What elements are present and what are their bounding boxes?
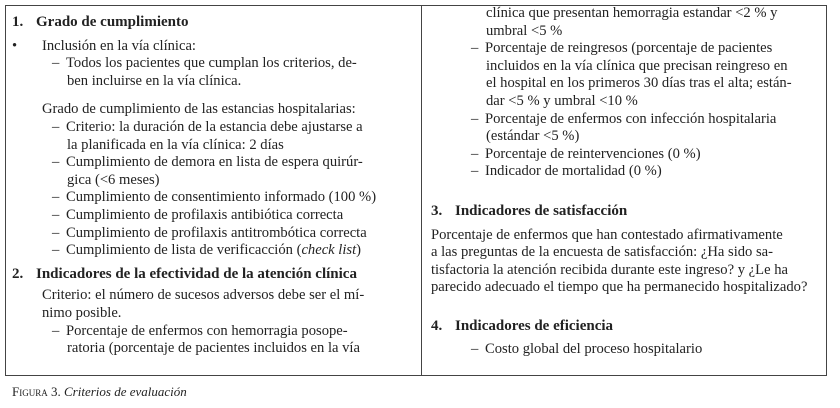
list-item-text-cont: ben incluirse en la vía clínica. — [67, 72, 242, 89]
list-item-text-cont: la planificada en la vía clínica: 2 días — [67, 136, 284, 153]
list-item-text: Todos los pacientes que cumplan los criterios, de- — [66, 55, 357, 72]
list-item-text: Cumplimiento de profilaxis antibiótica correcta — [66, 206, 344, 223]
list-item-text: Porcentaje de reingresos (porcentaje de pacientes — [485, 40, 773, 57]
inclusion-label — [12, 38, 408, 56]
dash-icon: – — [52, 322, 60, 339]
inclusion-text: Inclusión en la vía clínica: — [42, 37, 196, 54]
list-item — [431, 111, 816, 129]
list-item-text-cont: ratoria (porcentaje de pacientes incluidos en la vía — [67, 340, 360, 357]
dash-icon: – — [471, 145, 479, 162]
caption-label: Figura 3. — [12, 384, 61, 399]
list-item-text: Cumplimiento de lista de verificacción ( — [66, 242, 302, 259]
list-item-text: Porcentaje de enfermos con infección hospitalaria — [485, 110, 777, 127]
figure-caption — [12, 384, 187, 400]
list-item — [431, 40, 816, 58]
list-item-text-cont: (estándar <5 %) — [486, 128, 580, 145]
dash-icon: – — [471, 40, 479, 57]
caption-text: Criterios de evaluación — [63, 384, 187, 399]
dash-icon: – — [471, 163, 479, 180]
section-4-number: 4. — [431, 317, 443, 334]
satisfaction-paragraph — [431, 227, 816, 297]
section-2-title: Indicadores de la efectividad de la atención clínica — [36, 265, 357, 282]
section-3-number: 3. — [431, 202, 443, 219]
list-item — [12, 189, 408, 207]
list-item — [431, 146, 816, 164]
section-4-title: Indicadores de eficiencia — [455, 317, 614, 334]
bullet-icon: • — [12, 37, 18, 54]
list-item — [12, 119, 408, 137]
list-item — [12, 242, 408, 260]
list-item — [431, 341, 816, 359]
section-4-heading — [431, 318, 816, 336]
section-1-title: Grado de cumplimiento — [36, 14, 189, 30]
list-item-text-cont: dar <5 % y umbral <10 % — [486, 92, 638, 109]
dash-icon: – — [471, 340, 479, 357]
left-column — [12, 5, 408, 358]
dash-icon: – — [471, 110, 479, 127]
section-3-title: Indicadores de satisfacción — [455, 202, 628, 219]
paragraph-line: parecido adecuado el tiempo que ha permanecido hospitalizado? — [431, 279, 808, 296]
dash-icon: – — [52, 224, 60, 241]
dash-icon: – — [52, 118, 60, 135]
list-item-text-end: ) — [356, 242, 362, 259]
list-item — [12, 207, 408, 225]
paragraph-line: tisfactoria la atención recibida durante este ingreso? y ¿Le ha — [431, 261, 788, 278]
dash-icon: – — [52, 189, 60, 206]
criterion-text-cont: nimo posible. — [42, 304, 122, 321]
section-1-number: 1. — [12, 14, 24, 30]
list-item-text-cont: umbral <5 % — [486, 22, 563, 39]
dash-icon: – — [52, 55, 60, 72]
check-list-term: check list — [301, 242, 357, 259]
dash-icon: – — [52, 206, 60, 223]
list-item-text-cont: clínica que presentan hemorragia estandar <2 % y — [486, 5, 778, 21]
section-2-heading — [12, 266, 408, 284]
list-item-text-cont: incluidos en la vía clínica que precisan reingreso en — [486, 57, 788, 74]
section-3-heading — [431, 203, 816, 221]
section-1-heading — [12, 14, 408, 32]
stays-label: Grado de cumplimiento de las estancias hospitalarias: — [42, 101, 356, 118]
list-item — [431, 163, 816, 181]
list-item — [12, 323, 408, 341]
paragraph-line: Porcentaje de enfermos que han contestado afirmativamente — [431, 226, 783, 243]
section-2-number: 2. — [12, 265, 24, 282]
list-item — [12, 225, 408, 243]
column-divider — [421, 5, 422, 376]
list-item-text-cont: el hospital en los primeros 30 días tras el alta; están- — [486, 75, 792, 92]
dash-icon: – — [52, 154, 60, 171]
list-item-text: Porcentaje de enfermos con hemorragia posope- — [66, 322, 348, 339]
list-item-text: Costo global del proceso hospitalario — [485, 340, 703, 357]
list-item-text: Indicador de mortalidad (0 %) — [485, 163, 662, 180]
right-column — [431, 5, 816, 358]
criterion-text: Criterio: el número de sucesos adversos debe ser el mí- — [42, 287, 365, 304]
paragraph-line: a las preguntas de la encuesta de satisfacción: ¿Ha sido sa- — [431, 244, 774, 261]
list-item-text: Cumplimiento de profilaxis antitrombótica correcta — [66, 224, 367, 241]
list-item-text: Cumplimiento de consentimiento informado (100 %) — [66, 189, 377, 206]
list-item-text-cont: gica (<6 meses) — [67, 171, 160, 188]
dash-icon: – — [52, 242, 60, 259]
list-item — [12, 154, 408, 172]
list-item-text: Porcentaje de reintervenciones (0 %) — [485, 145, 701, 162]
list-item-text: Criterio: la duración de la estancia debe ajustarse a — [66, 118, 363, 135]
list-item — [12, 55, 408, 73]
list-item-text: Cumplimiento de demora en lista de espera quirúr- — [66, 154, 363, 171]
